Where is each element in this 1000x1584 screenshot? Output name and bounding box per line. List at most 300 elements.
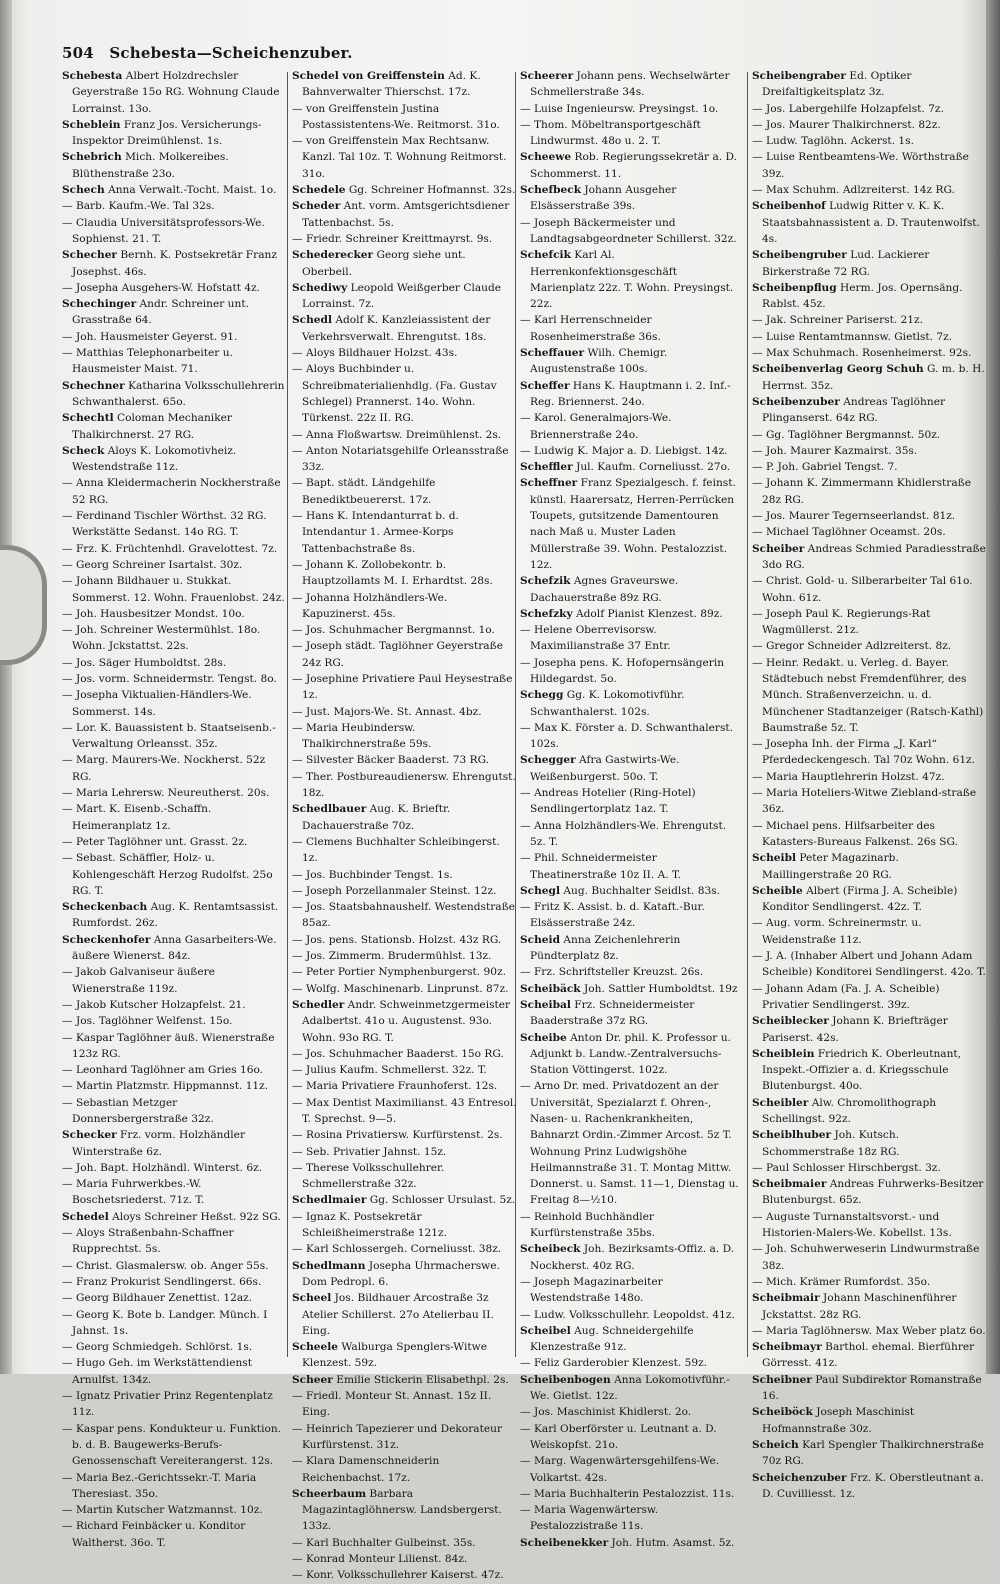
entry-details: — Thom. Möbeltransportgeschäft Lindwurmst. 48o u. 2. T. xyxy=(520,118,701,148)
directory-entry xyxy=(520,899,745,932)
entry-details: Ant. vorm. Amtsgerichtsdiener Tattenbachst. 5s. xyxy=(302,200,510,229)
entry-details: — Johann K. Zimmermann Khidlerstraße 28z RG. xyxy=(752,477,971,506)
page-edge xyxy=(986,0,1000,1374)
running-title: Schebesta—Scheichenzuber. xyxy=(109,44,353,62)
entry-surname: Scheele xyxy=(292,1341,339,1354)
directory-entry xyxy=(292,638,517,671)
directory-entry xyxy=(292,1567,517,1583)
entry-surname: Schefzik xyxy=(520,575,571,588)
directory-entry xyxy=(752,606,988,639)
directory-entry xyxy=(62,671,287,687)
directory-entry xyxy=(752,312,988,328)
entry-details: Frz. K. Oberstleutnant a. D. Cuvilliesst. 1z. xyxy=(762,1471,984,1500)
directory-entry xyxy=(520,247,745,312)
entry-surname: Scheffer xyxy=(520,379,570,392)
running-header xyxy=(62,44,962,66)
directory-entry xyxy=(292,1046,517,1062)
directory-entry xyxy=(292,247,517,280)
entry-details: — Jos. Taglöhner Welfenst. 15o. xyxy=(62,1015,233,1028)
entry-surname: Scheibenbogen xyxy=(520,1373,611,1386)
entry-surname: Schebesta xyxy=(62,70,123,82)
entry-details: — Ignaz K. Postsekretär Schleißheimerstraße 121z. xyxy=(292,1210,447,1240)
directory-entry xyxy=(520,459,745,475)
directory-entry xyxy=(62,475,287,508)
entry-surname: Schefcik xyxy=(520,249,571,262)
entry-details: — Marg. Maurers-We. Nockherst. 52z RG. xyxy=(62,754,266,783)
directory-entry xyxy=(520,687,745,720)
entry-details: — Jos. Labergehilfe Holzapfelst. 7z. xyxy=(752,102,944,115)
directory-entry xyxy=(62,182,287,198)
entry-details: Andr. Schweinmetzgermeister Adalbertst. 41o u. Augustenst. 93o. Wohn. 93o RG. T. xyxy=(302,998,511,1044)
directory-entry xyxy=(292,68,517,101)
directory-entry xyxy=(62,541,287,557)
entry-details: — Maria Bez.-Gerichtssekr.-T. Maria Theresiast. 35o. xyxy=(62,1471,257,1500)
directory-entry xyxy=(520,1323,745,1356)
directory-entry xyxy=(292,769,517,802)
entry-details: — Friedr. Schreiner Kreittmayrst. 9s. xyxy=(292,232,493,245)
entry-surname: Schedlbauer xyxy=(292,803,367,816)
entry-surname: Scheid xyxy=(520,933,560,946)
entry-details: — Joh. Bapt. Holzhändl. Winterst. 6z. xyxy=(62,1161,263,1174)
directory-entry xyxy=(62,1274,287,1290)
entry-details: — Max Dentist Maximilianst. 43 Entresol. T. Sprechst. 9—5. xyxy=(292,1096,517,1125)
entry-details: Jos. Bildhauer Arcostraße 3z Atelier Schillerst. 27o Atelierbau II. Eing. xyxy=(302,1292,494,1337)
directory-entry xyxy=(292,198,517,231)
entry-details: — Josepha pens. K. Hofopernsängerin Hildegardst. 5o. xyxy=(520,656,725,685)
entry-surname: Scheewe xyxy=(520,151,572,164)
directory-column-3 xyxy=(520,68,745,1549)
directory-entry xyxy=(752,883,988,916)
entry-details: — Konr. Volksschullehrer Kaiserst. 47z. xyxy=(292,1569,504,1582)
entry-surname: Scheer xyxy=(292,1373,333,1386)
entry-details: — Jos. vorm. Schneidermstr. Tengst. 8o. xyxy=(62,672,277,685)
entry-details: — Joseph städt. Taglöhner Geyerstraße 24z RG. xyxy=(292,640,503,669)
entry-details: — Andreas Hotelier (Ring-Hotel) Sendlingertorplatz 1az. T. xyxy=(520,787,696,816)
entry-surname: Scheder xyxy=(292,200,341,213)
entry-details: Hans K. Hauptmann i. 2. Inf.-Reg. Briennerst. 24o. xyxy=(530,379,731,408)
directory-entry xyxy=(520,410,745,443)
entry-surname: Scheiblein xyxy=(752,1047,815,1060)
entry-details: — Hans K. Intendanturrat b. d. Intendantur 1. Armee-Korps Tattenbachstraße 8s. xyxy=(292,510,459,555)
entry-details: — Christ. Gold- u. Silberarbeiter Tal 61o. Wohn. 61z. xyxy=(752,575,973,604)
entry-details: — Karl Schlossergeh. Corneliusst. 38z. xyxy=(292,1243,502,1256)
entry-surname: Schediwy xyxy=(292,281,348,294)
directory-entry xyxy=(292,1062,517,1078)
directory-entry xyxy=(752,1209,988,1242)
entry-details: — Maria Privatiere Fraunhoferst. 12s. xyxy=(292,1080,498,1093)
directory-entry xyxy=(62,687,287,720)
entry-details: — Georg Bildhauer Zenettist. 12az. xyxy=(62,1292,253,1305)
directory-entry xyxy=(62,752,287,785)
directory-entry xyxy=(752,785,988,818)
directory-entry xyxy=(292,508,517,557)
directory-entry xyxy=(520,932,745,965)
entry-details: — Anton Notariatsgehilfe Orleansstraße 33z. xyxy=(292,444,509,474)
entry-details: — Luise Rentamtmannsw. Gietlst. 7z. xyxy=(752,330,953,343)
entry-details: — Josepha Inh. der Firma „J. Karl“ Pferdedeckengesch. Tal 70z Wohn. 61z. xyxy=(752,738,976,767)
directory-entry xyxy=(520,785,745,818)
directory-entry xyxy=(520,1307,745,1323)
entry-details: Ad. K. Bahnverwalter Thierschst. 17z. xyxy=(302,70,481,99)
entry-details: — Bapt. städt. Ländgehilfe Benediktbeuererst. 17z. xyxy=(292,477,436,506)
entry-details: Joh. Hutm. Asamst. 5z. xyxy=(608,1536,735,1549)
directory-entry xyxy=(520,182,745,215)
entry-details: — Aloys Buchbinder u. Schreibmaterialienhdlg. (Fa. Gustav Schlegel) Prannerst. 14o. Wohn. Türkenst. 22z II. RG. xyxy=(292,363,497,425)
entry-details: — Joh. Schuhwerweserin Lindwurmstraße 38z. xyxy=(752,1243,980,1272)
entry-details: — Jos. Schuhmacher Baaderst. 15o RG. xyxy=(292,1047,504,1060)
directory-entry xyxy=(62,1421,287,1470)
directory-entry xyxy=(752,736,988,769)
directory-entry xyxy=(520,149,745,182)
directory-entry xyxy=(520,1486,745,1502)
directory-entry xyxy=(62,443,287,476)
directory-entry xyxy=(752,1160,988,1176)
entry-details: — Joh. Maurer Kazmairst. 35s. xyxy=(752,444,918,457)
directory-entry xyxy=(62,1388,287,1421)
entry-details: Ludwig Ritter v. K. K. Staatsbahnassistent a. D. Trautenwolfst. 4s. xyxy=(762,200,980,245)
directory-entry xyxy=(62,508,287,541)
directory-entry xyxy=(520,345,745,378)
entry-details: Lud. Lackierer Birkerstraße 72 RG. xyxy=(762,249,930,278)
entry-details: G. m. b. H. Herrnst. 35z. xyxy=(762,363,985,392)
directory-entry xyxy=(520,443,745,459)
entry-details: Joh. Sattler Humboldtst. 19z xyxy=(580,982,738,995)
entry-details: — Wolfg. Maschinenarb. Linprunst. 87z. xyxy=(292,982,509,995)
entry-details: — Joh. Schreiner Westermühlst. 18o. Wohn. Jckstattst. 22s. xyxy=(62,624,261,653)
entry-details: Anna Zeichenlehrerin Pündterplatz 8z. xyxy=(530,933,681,963)
directory-entry xyxy=(752,850,988,883)
directory-column-4 xyxy=(752,68,988,1500)
directory-entry xyxy=(752,1323,988,1339)
directory-entry xyxy=(62,964,287,997)
directory-entry xyxy=(520,752,745,785)
directory-entry xyxy=(292,834,517,867)
entry-details: — J. A. (Inhaber Albert und Johann Adam Scheible) Konditorei Sendlingerst. 42o. T. xyxy=(752,950,986,979)
entry-details: Anna Lokomotivführ.-We. Gietlst. 12z. xyxy=(530,1373,730,1403)
entry-details: — Jos. Zimmerm. Brudermühlst. 13z. xyxy=(292,950,492,963)
entry-details: — Feliz Garderobier Klenzest. 59z. xyxy=(520,1357,708,1370)
directory-entry xyxy=(520,1274,745,1307)
entry-details: — Max Schuhm. Adlzreiterst. 14z RG. xyxy=(752,184,955,197)
entry-details: — Mart. K. Eisenb.-Schaffn. Heimeranplatz 1z. xyxy=(62,803,212,832)
directory-entry xyxy=(292,361,517,426)
directory-entry xyxy=(520,573,745,606)
entry-details: Ed. Optiker Dreifaltigkeitsplatz 3z. xyxy=(762,70,912,99)
entry-details: Herm. Jos. Opernsäng. Rablst. 45z. xyxy=(762,281,963,311)
entry-details: — Sebast. Schäffler, Holz- u. Kohlengeschäft Herzog Rudolfst. 25o RG. T. xyxy=(62,852,273,897)
directory-entry xyxy=(292,981,517,997)
entry-details: — Leonhard Taglöhner am Gries 16o. xyxy=(62,1064,264,1077)
entry-details: — Auguste Turnanstaltsvorst.- und Historien-Malers-We. Kobellst. 13s. xyxy=(752,1210,952,1240)
entry-details: — Maria Taglöhnersw. Max Weber platz 6o. xyxy=(752,1324,986,1337)
entry-surname: Scheckenbach xyxy=(62,901,148,914)
directory-entry xyxy=(752,280,988,313)
entry-details: Wilh. Chemigr. Augustenstraße 100s. xyxy=(530,347,668,376)
directory-entry xyxy=(752,981,988,1014)
entry-surname: Schegl xyxy=(520,884,560,897)
entry-details: — Martin Kutscher Watzmannst. 10z. xyxy=(62,1504,263,1517)
entry-surname: Scheibengraber xyxy=(752,70,846,82)
entry-details: — Maria Buchhalterin Pestalozzist. 11s. xyxy=(520,1487,735,1500)
entry-details: — Jos. Maurer Thalkirchnerst. 82z. xyxy=(752,118,941,131)
directory-entry xyxy=(62,149,287,182)
directory-entry xyxy=(292,427,517,443)
directory-entry xyxy=(520,818,745,851)
directory-entry xyxy=(752,149,988,182)
entry-details: — Maria Lehrersw. Neureutherst. 20s. xyxy=(62,787,270,800)
entry-details: — Karl Oberförster u. Leutnant a. D. Weiskopfst. 21o. xyxy=(520,1422,717,1451)
entry-details: — Aloys Straßenbahn-Schaffner Rupprechtst. 5s. xyxy=(62,1227,234,1256)
directory-entry xyxy=(520,1372,745,1405)
entry-surname: Schecker xyxy=(62,1129,117,1142)
entry-surname: Scheibenekker xyxy=(520,1536,609,1549)
entry-details: — Gregor Schneider Adlzreiterst. 8z. xyxy=(752,640,952,653)
directory-entry xyxy=(752,1437,988,1470)
directory-entry xyxy=(752,117,988,133)
directory-entry xyxy=(520,1209,745,1242)
entry-surname: Schedel von Greiffenstein xyxy=(292,70,445,82)
entry-details: Joh. Kutsch. Schommerstraße 18z RG. xyxy=(762,1129,900,1158)
entry-details: — Peter Portier Nymphenburgerst. 90z. xyxy=(292,966,506,979)
directory-entry xyxy=(520,117,745,150)
directory-entry xyxy=(292,1372,517,1388)
directory-entry xyxy=(752,508,988,524)
directory-entry xyxy=(752,573,988,606)
entry-details: — Georg K. Bote b. Landger. Münch. I Jahnst. 1s. xyxy=(62,1308,268,1337)
entry-details: — Sebastian Metzger Donnersbergerstraße 32z. xyxy=(62,1096,214,1125)
entry-details: Andreas Fuhrwerks-Besitzer Blutenburgst. 65z. xyxy=(762,1178,984,1207)
entry-details: Johann K. Briefträger Pariserst. 42s. xyxy=(762,1015,948,1044)
entry-details: Mich. Molkereibes. Blüthenstraße 23o. xyxy=(72,151,229,180)
entry-details: — Reinhold Buchhändler Kurfürstenstraße 35bs. xyxy=(520,1210,656,1240)
entry-details: — Kaspar pens. Kondukteur u. Funktion. b. d. B. Baugewerks-Berufs-Genossenschaft Vereiterangerst. 12s. xyxy=(62,1422,282,1468)
directory-entry xyxy=(292,948,517,964)
directory-entry xyxy=(520,475,745,573)
directory-entry xyxy=(752,427,988,443)
directory-entry xyxy=(752,1095,988,1128)
entry-details: — Michael pens. Hilfsarbeiter des Katasters-Bureaus Falkenst. 26s SG. xyxy=(752,819,958,848)
entry-details: — Ludw. Volksschullehr. Leopoldst. 41z. xyxy=(520,1308,735,1321)
directory-entry xyxy=(62,1078,287,1094)
directory-entry xyxy=(752,1241,988,1274)
directory-entry xyxy=(292,1078,517,1094)
directory-entry xyxy=(292,231,517,247)
entry-details: — Georg Schreiner Isartalst. 30z. xyxy=(62,558,243,571)
directory-entry xyxy=(752,1013,988,1046)
entry-details: — Aug. vorm. Schreinermstr. u. Weidenstraße 11z. xyxy=(752,917,922,946)
entry-surname: Schechtl xyxy=(62,412,114,425)
entry-details: — Martin Platzmstr. Hippmannst. 11z. xyxy=(62,1080,269,1093)
entry-details: Emilie Stickerin Elisabethpl. 2s. xyxy=(332,1373,509,1386)
entry-surname: Schefzky xyxy=(520,607,573,620)
entry-details: — Maria Hoteliers-Witwe Ziebland-straße 36z. xyxy=(752,787,977,816)
entry-details: — Joseph Magazinarbeiter Westendstraße 148o. xyxy=(520,1275,663,1305)
entry-surname: Scheibe xyxy=(520,1031,567,1044)
directory-entry xyxy=(62,1030,287,1063)
entry-surname: Scheibenhof xyxy=(752,200,826,213)
directory-entry xyxy=(520,215,745,248)
directory-entry xyxy=(292,1453,517,1486)
entry-details: — Max K. Förster a. D. Schwanthalerst. 102s. xyxy=(520,721,734,751)
entry-details: — Frz. Schriftsteller Kreuzst. 26s. xyxy=(520,966,704,979)
entry-details: Alw. Chromolithograph Schellingst. 92z. xyxy=(762,1096,937,1125)
entry-details: — Lor. K. Bauassistent b. Staatseisenb.-Verwaltung Orleansst. 35z. xyxy=(62,721,276,751)
entry-details: — Joseph Paul K. Regierungs-Rat Wagmüllerst. 21z. xyxy=(752,607,931,637)
directory-entry xyxy=(62,606,287,622)
directory-entry xyxy=(752,1290,988,1323)
entry-details: — Joh. Hausbesitzer Mondst. 10o. xyxy=(62,607,245,620)
entry-details: — Luise Rentbeamtens-We. Wörthstraße 39z. xyxy=(752,151,969,180)
entry-details: — Anna Floßwartsw. Dreimühlenst. 2s. xyxy=(292,428,502,441)
directory-entry xyxy=(292,899,517,932)
entry-details: — Heinrich Tapezierer und Dekorateur Kurfürstenst. 31z. xyxy=(292,1422,503,1451)
entry-details: Katharina Volksschullehrerin Schwanthalerst. 65o. xyxy=(72,379,285,408)
directory-entry xyxy=(292,312,517,345)
entry-details: Aloys K. Lokomotivheiz. Westendstraße 11z. xyxy=(72,444,237,474)
directory-entry xyxy=(62,834,287,850)
entry-surname: Schedler xyxy=(292,998,345,1011)
directory-entry xyxy=(292,752,517,768)
directory-entry xyxy=(292,1290,517,1339)
entry-details: — Max Schuhmach. Rosenheimerst. 92s. xyxy=(752,347,972,360)
entry-details: Friedrich K. Oberleutnant, Inspekt.-Offizier a. d. Kriegsschule Blutenburgst. 40o. xyxy=(762,1047,962,1093)
entry-details: — Jos. pens. Stationsb. Holzst. 43z RG. xyxy=(292,933,502,946)
directory-entry xyxy=(62,785,287,801)
entry-surname: Schedel xyxy=(62,1210,109,1223)
directory-entry xyxy=(752,475,988,508)
entry-details: Franz Spezialgesch. f. feinst. künstl. Haarersatz, Herren-Perrücken Toupets, gutsitzende Damentouren nach Maß u. Muster Laden Müllerstraße 39. Wohn. Pestalozzist. 12z. xyxy=(530,477,736,571)
directory-entry xyxy=(752,1176,988,1209)
entry-surname: Scheiblhuber xyxy=(752,1129,832,1142)
entry-surname: Scheible xyxy=(752,884,803,897)
directory-entry xyxy=(62,215,287,248)
directory-entry xyxy=(752,443,988,459)
binder-clip xyxy=(0,545,47,665)
entry-details: — Jos. Schuhmacher Bergmannst. 1o. xyxy=(292,624,495,637)
entry-details: — Peter Taglöhner unt. Grasst. 2z. xyxy=(62,835,248,848)
entry-details: — Jos. Buchbinder Tengst. 1s. xyxy=(292,868,453,881)
directory-entry xyxy=(62,345,287,378)
entry-surname: Scheibenzuber xyxy=(752,395,840,408)
directory-entry xyxy=(62,247,287,280)
directory-entry xyxy=(752,1274,988,1290)
entry-details: — Silvester Bäcker Baaderst. 73 RG. xyxy=(292,754,490,767)
directory-entry xyxy=(292,671,517,704)
entry-details: — Jakob Kutscher Holzapfelst. 21. xyxy=(62,998,246,1011)
directory-entry xyxy=(520,964,745,980)
entry-surname: Scheiber xyxy=(752,542,805,555)
directory-entry xyxy=(752,133,988,149)
entry-details: — Marg. Wagenwärtersgehilfens-We. Volkartst. 42s. xyxy=(520,1455,720,1484)
directory-entry xyxy=(520,606,745,622)
directory-entry xyxy=(292,1095,517,1128)
directory-entry xyxy=(752,1127,988,1160)
directory-entry xyxy=(292,1144,517,1160)
directory-entry xyxy=(292,475,517,508)
entry-surname: Schegg xyxy=(520,689,564,702)
entry-details: Barthol. ehemal. Bierführer Görresst. 41z. xyxy=(762,1341,975,1370)
entry-surname: Scheel xyxy=(292,1292,332,1305)
directory-entry xyxy=(520,1355,745,1371)
entry-surname: Scheich xyxy=(752,1438,799,1451)
entry-surname: Schedl xyxy=(292,314,332,327)
directory-entry xyxy=(520,312,745,345)
entry-details: — Konrad Monteur Lilienst. 84z. xyxy=(292,1553,468,1566)
directory-entry xyxy=(292,867,517,883)
entry-details: — Ther. Postbureaudienersw. Ehrengutst. 18z. xyxy=(292,770,516,800)
entry-details: Peter Magazinarb. Maillingerstraße 20 RG. xyxy=(762,852,899,881)
entry-details: — Jos. Säger Humboldtst. 28s. xyxy=(62,656,227,669)
directory-entry xyxy=(752,818,988,851)
entry-details: — Jakob Galvaniseur äußere Wienerstraße 119z. xyxy=(62,966,215,995)
entry-details: Gg. Schlosser Ursulast. 5z. xyxy=(366,1194,516,1207)
entry-details: — Josepha Viktualien-Händlers-We. Sommerst. 14s. xyxy=(62,689,252,718)
directory-entry xyxy=(62,1160,287,1176)
entry-details: Anna Verwalt.-Tocht. Maist. 1o. xyxy=(104,184,277,197)
directory-entry xyxy=(292,182,517,198)
directory-entry xyxy=(752,769,988,785)
entry-surname: Scheibmayr xyxy=(752,1341,822,1354)
entry-details: — Christ. Glasmalersw. ob. Anger 55s. xyxy=(62,1259,269,1272)
entry-surname: Scheibel xyxy=(520,1324,571,1337)
entry-details: Rob. Regierungssekretär a. D. Schommerst. 11. xyxy=(530,151,738,180)
directory-entry xyxy=(520,1404,745,1420)
entry-details: — von Greiffenstein Justina Postassistentens-We. Reitmorst. 31o. xyxy=(292,102,500,131)
directory-entry xyxy=(62,1290,287,1306)
entry-details: — Clemens Buchhalter Schleibingerst. 1z. xyxy=(292,835,500,865)
entry-details: Karl Spengler Thalkirchnerstraße 70z RG. xyxy=(762,1438,984,1468)
entry-surname: Scheibner xyxy=(752,1373,812,1386)
entry-details: — Phil. Schneidermeister Theatinerstraße 10z II. A. T. xyxy=(520,852,681,881)
directory-entry xyxy=(62,655,287,671)
directory-entry xyxy=(520,720,745,753)
entry-details: — von Greiffenstein Max Rechtsanw. Kanzl. Tal 10z. T. Wohnung Reitmorst. 31o. xyxy=(292,135,507,180)
directory-entry xyxy=(520,1241,745,1274)
directory-entry xyxy=(520,622,745,655)
entry-surname: Schederecker xyxy=(292,249,374,262)
directory-entry xyxy=(752,68,988,101)
directory-entry xyxy=(752,1339,988,1372)
entry-details: Barbara Magazintaglöhnersw. Landsbergerst. 133z. xyxy=(302,1487,502,1533)
entry-details: Gg. Schreiner Hofmannst. 32s. xyxy=(345,184,516,197)
entry-details: Anton Dr. phil. K. Professor u. Adjunkt b. Landw.-Zentralversuchs-Station Vöttingerst. 102z. xyxy=(530,1031,731,1077)
directory-entry xyxy=(752,101,988,117)
entry-surname: Schech xyxy=(62,184,105,197)
directory-entry xyxy=(752,394,988,427)
entry-details: — Hugo Geh. im Werkstättendienst Arnulfst. 134z. xyxy=(62,1357,252,1386)
entry-surname: Scheerer xyxy=(520,70,574,82)
entry-details: Aug. Schneidergehilfe Klenzestraße 91z. xyxy=(530,1324,694,1354)
entry-surname: Schedele xyxy=(292,184,346,197)
directory-entry xyxy=(292,1339,517,1372)
entry-details: — Karl Herrenschneider Rosenheimerstraße 36s. xyxy=(520,314,661,343)
directory-entry xyxy=(292,101,517,134)
directory-entry xyxy=(62,1127,287,1160)
entry-details: Aloys Schreiner Heßst. 92z SG. xyxy=(108,1210,281,1223)
entry-details: Johann Ausgeher Elsässerstraße 39s. xyxy=(530,184,677,213)
entry-surname: Scheibeck xyxy=(520,1243,581,1256)
directory-entry xyxy=(752,915,988,948)
directory-entry xyxy=(62,573,287,606)
entry-details: Albert (Firma J. A. Scheible) Konditor Sendlingerst. 42z. T. xyxy=(762,884,958,914)
directory-entry xyxy=(292,1127,517,1143)
directory-entry xyxy=(62,1470,287,1503)
column-divider xyxy=(287,72,288,1357)
directory-entry xyxy=(752,1470,988,1503)
directory-entry xyxy=(292,590,517,623)
entry-details: — Georg Schmiedgeh. Schlörst. 1s. xyxy=(62,1341,253,1354)
directory-entry xyxy=(62,117,287,150)
